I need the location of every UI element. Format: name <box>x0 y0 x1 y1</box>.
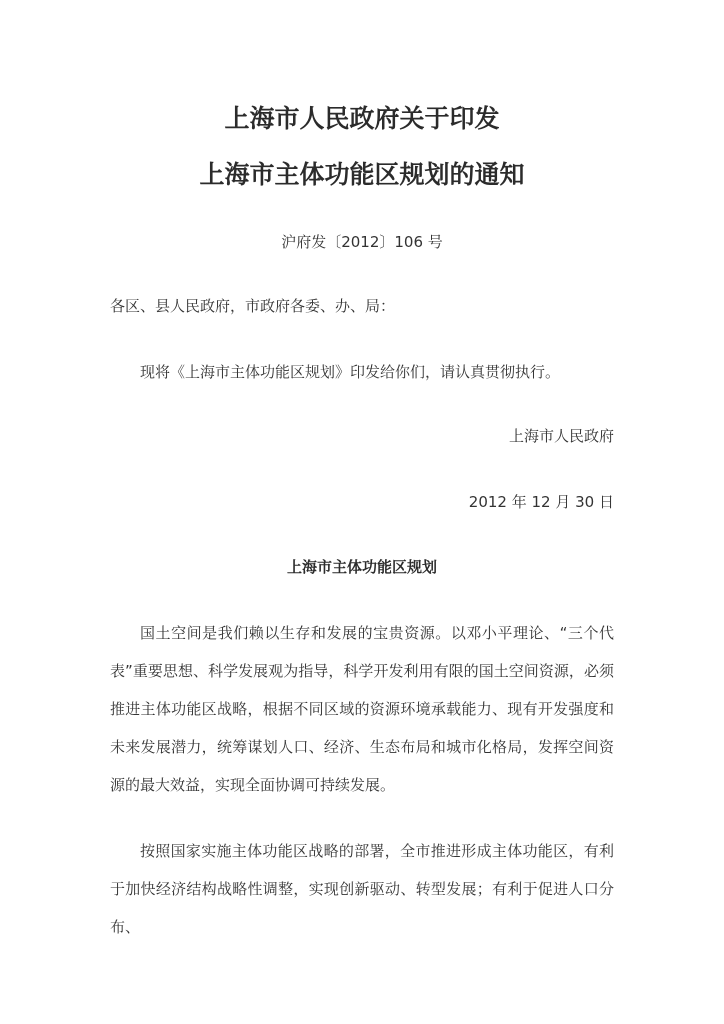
issuer-signature: 上海市人民政府 <box>508 427 614 445</box>
body-paragraph-1: 国土空间是我们赖以生存和发展的宝贵资源。以邓小平理论、“三个代表”重要思想、科学发展观为指导，科学开发利用有限的国土空间资源，必须推进主体功能区战略，根据不同区域的资源环境承载能力、现有开发强度和未来发展潜力，统筹谋划人口、经济、生态布局和城市化格局，发挥空间资源的最大效益，实现全面协调可持续发展。 <box>110 624 614 794</box>
notice-text: 现将《上海市主体功能区规划》印发给你们，请认真贯彻执行。 <box>140 363 561 381</box>
addressee: 各区、县人民政府，市政府各委、办、局： <box>110 297 396 315</box>
attachment-title: 上海市主体功能区规划 <box>286 558 437 576</box>
document-title-line-1: 上海市人民政府关于印发 <box>224 104 500 133</box>
document-title-line-2: 上海市主体功能区规划的通知 <box>199 160 525 189</box>
document-number: 沪府发〔2012〕106 号 <box>281 233 443 251</box>
issue-date: 2012 年 12 月 30 日 <box>468 493 614 511</box>
body-paragraph-2: 按照国家实施主体功能区战略的部署，全市推进形成主体功能区，有利于加快经济结构战略性调整，实现创新驱动、转型发展；有利于促进人口分布、 <box>110 842 614 936</box>
